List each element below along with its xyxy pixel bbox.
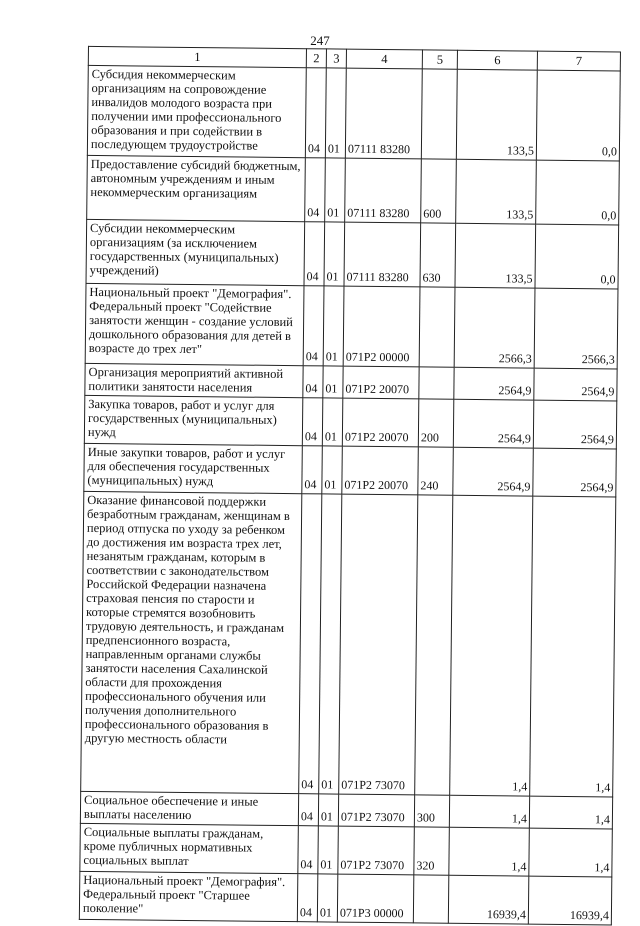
amount-col7: 1,4 bbox=[530, 496, 616, 797]
expense-name: Социальное обеспечение и иные выплаты населению bbox=[80, 791, 298, 825]
amount-col7: 0,0 bbox=[535, 224, 619, 289]
target-article-code: 07111 83280 bbox=[344, 222, 421, 287]
table-row bbox=[81, 491, 616, 797]
subsection-code: 01 bbox=[322, 398, 343, 446]
column-header: 3 bbox=[326, 49, 346, 68]
amount-col6: 133,5 bbox=[455, 223, 536, 288]
expense-name: Иные закупки товаров, работ и услуг для обеспечения государственных (муниципальных) нужд bbox=[84, 443, 302, 493]
amount-col7: 2564,9 bbox=[534, 368, 617, 401]
expense-name: Организация мероприятий активной политики занятости населения bbox=[85, 363, 303, 397]
subsection-code: 01 bbox=[323, 286, 344, 366]
subsection-code: 01 bbox=[318, 794, 338, 826]
section-code: 04 bbox=[305, 158, 326, 222]
column-header: 1 bbox=[88, 46, 306, 67]
subsection-code: 01 bbox=[322, 446, 343, 494]
amount-col6: 2564,9 bbox=[453, 447, 533, 496]
section-code: 04 bbox=[298, 826, 319, 874]
target-article-code: 071P2 73070 bbox=[338, 826, 414, 875]
table-row bbox=[85, 283, 618, 369]
section-code: 04 bbox=[297, 874, 318, 922]
amount-col6: 2564,9 bbox=[454, 367, 534, 400]
amount-col7: 1,4 bbox=[529, 796, 612, 829]
expense-name: Оказание финансовой поддержки безработным гражданам, женщинам в период отпуска по уходу за ребенком до достижения им возраста трех лет, незанятым гражданам, которым в соответствии с законодательством Российской Федерации назначена страховая пенсия по старости и которые стремятся возобновить трудовую деятельность, и гражданам предпенсионного возраста, направленным органами службы занятости населения Сахалинской области для прохождения профессионального обучения или получения дополнительного профессионального образования в другую местность области bbox=[81, 491, 302, 793]
expense-type-code: 600 bbox=[421, 159, 457, 223]
target-article-code: 071P2 20070 bbox=[342, 398, 418, 447]
column-header: 7 bbox=[537, 51, 620, 71]
amount-col7: 2564,9 bbox=[533, 400, 616, 449]
table-row bbox=[87, 65, 620, 161]
amount-col7: 2566,3 bbox=[534, 288, 618, 369]
section-code: 04 bbox=[304, 222, 325, 286]
amount-col7: 16939,4 bbox=[528, 876, 611, 925]
subsection-code: 01 bbox=[318, 826, 339, 874]
amount-col6: 133,5 bbox=[456, 69, 537, 160]
expense-name: Субсидия некоммерческим организациям на сопровождение инвалидов молодого возраста при получении ими профессионального образования и при содействии в последующем трудоустройстве bbox=[87, 65, 306, 157]
table-row bbox=[80, 823, 612, 877]
target-article-code: 071P2 73070 bbox=[339, 494, 418, 795]
expense-name: Предоставление субсидий бюджетным, автономным учреждениям и иным некоммерческим организациям bbox=[87, 155, 306, 221]
budget-table bbox=[79, 46, 621, 926]
expense-name: Социальные выплаты гражданам, кроме публичных нормативных социальных выплат bbox=[80, 823, 298, 873]
column-header: 6 bbox=[457, 50, 537, 70]
amount-col6: 1,4 bbox=[449, 795, 529, 828]
target-article-code: 071P2 00000 bbox=[343, 286, 420, 367]
expense-type-code bbox=[419, 367, 454, 399]
amount-col6: 1,4 bbox=[449, 827, 529, 876]
column-header: 5 bbox=[422, 50, 457, 69]
expense-type-code: 320 bbox=[414, 827, 450, 875]
expense-name: Субсидии некоммерческим организациям (за исключением государственных (муниципальных) учреждений) bbox=[86, 219, 305, 285]
subsection-code: 01 bbox=[323, 366, 343, 398]
target-article-code: 07111 83280 bbox=[345, 158, 422, 223]
expense-name: Национальный проект "Демография". Федеральный проект "Старшее поколение" bbox=[79, 871, 297, 921]
section-code: 04 bbox=[303, 366, 323, 398]
table-row bbox=[79, 871, 611, 925]
amount-col6: 133,5 bbox=[456, 159, 537, 224]
amount-col6: 1,4 bbox=[450, 495, 533, 796]
amount-col7: 2564,9 bbox=[533, 448, 616, 497]
amount-col6: 16939,4 bbox=[448, 875, 528, 924]
expense-type-code bbox=[419, 287, 455, 367]
target-article-code: 071P2 20070 bbox=[343, 366, 419, 399]
expense-type-code bbox=[413, 875, 449, 923]
table-row bbox=[84, 395, 616, 449]
target-article-code: 071P2 20070 bbox=[342, 446, 418, 495]
expense-type-code: 630 bbox=[420, 223, 456, 287]
column-header: 2 bbox=[306, 49, 326, 68]
amount-col6: 2566,3 bbox=[454, 287, 535, 368]
expense-name: Национальный проект "Демография". Федеральный проект "Содействие занятости женщин - создание условий дошкольного образования для детей в возрасте до трех лет" bbox=[85, 283, 304, 365]
expense-name: Закупка товаров, работ и услуг для государственных (муниципальных) нужд bbox=[84, 395, 302, 445]
budget-table-sheet bbox=[0, 45, 640, 923]
amount-col7: 0,0 bbox=[536, 70, 620, 161]
expense-type-code: 300 bbox=[414, 795, 449, 827]
section-code: 04 bbox=[302, 446, 323, 494]
section-code: 04 bbox=[299, 494, 322, 794]
expense-type-code: 240 bbox=[418, 447, 454, 495]
subsection-code: 01 bbox=[324, 222, 345, 286]
subsection-code: 01 bbox=[317, 874, 338, 922]
expense-type-code bbox=[421, 69, 457, 159]
amount-col6: 2564,9 bbox=[453, 399, 533, 448]
section-code: 04 bbox=[302, 398, 323, 446]
column-header: 4 bbox=[346, 49, 422, 69]
section-code: 04 bbox=[298, 794, 318, 826]
subsection-code: 01 bbox=[325, 158, 346, 222]
table-row bbox=[84, 443, 616, 497]
expense-type-code: 200 bbox=[418, 399, 454, 447]
target-article-code: 071P3 00000 bbox=[337, 874, 413, 923]
target-article-code: 07111 83280 bbox=[345, 68, 422, 159]
table-row bbox=[86, 219, 619, 289]
section-code: 04 bbox=[303, 286, 324, 366]
target-article-code: 071P2 73070 bbox=[338, 794, 414, 827]
amount-col7: 1,4 bbox=[529, 828, 612, 877]
subsection-code: 01 bbox=[325, 68, 346, 158]
page-number: 247 bbox=[310, 33, 330, 48]
subsection-code: 01 bbox=[319, 494, 342, 794]
amount-col7: 0,0 bbox=[536, 160, 620, 225]
expense-type-code bbox=[415, 495, 453, 795]
table-row bbox=[87, 155, 620, 225]
section-code: 04 bbox=[305, 68, 326, 158]
